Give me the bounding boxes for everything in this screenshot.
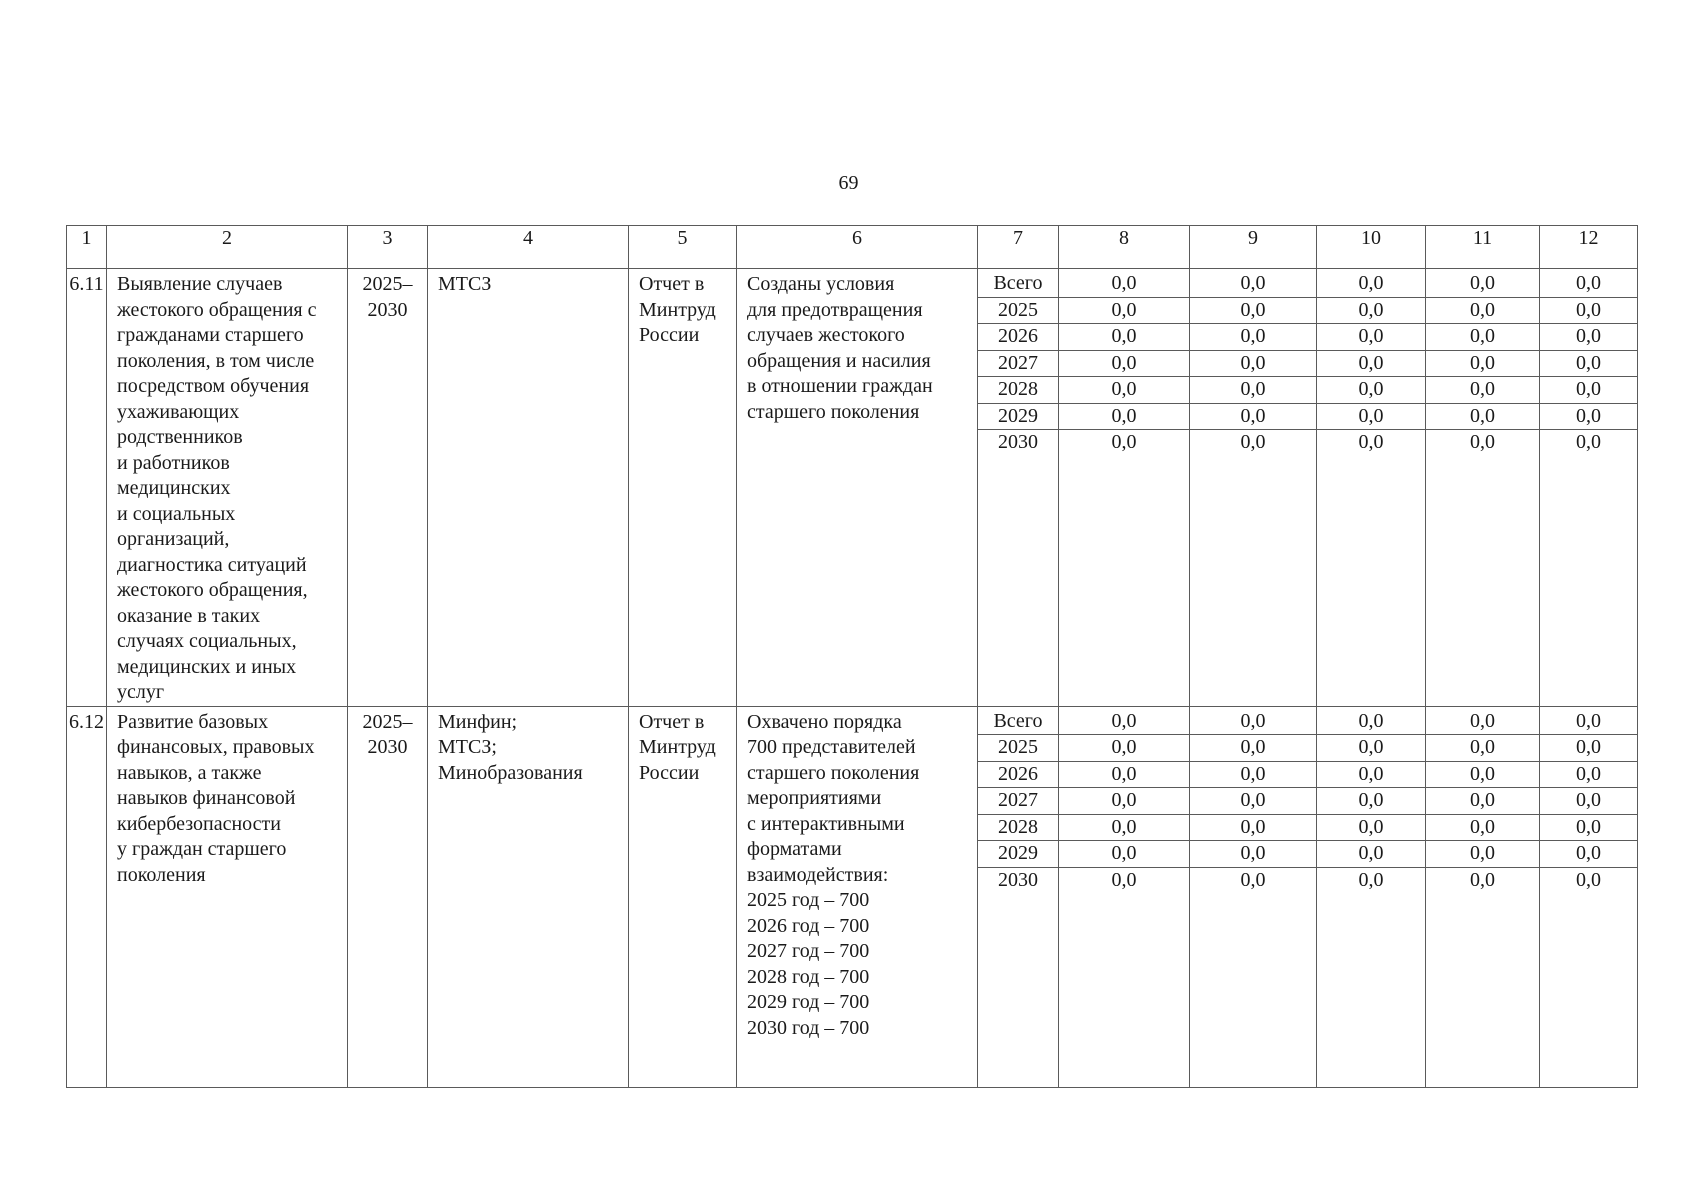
report-line: Отчет в bbox=[639, 273, 705, 295]
report-line: Минтруд bbox=[639, 736, 716, 758]
result-line: старшего поколения bbox=[747, 400, 920, 423]
funding-value: 0,0 bbox=[1059, 377, 1189, 404]
header-cell: 8 bbox=[1059, 226, 1190, 269]
funding-value: 0,0 bbox=[1426, 271, 1539, 298]
funding-value: 0,0 bbox=[1059, 815, 1189, 842]
executors-cell bbox=[428, 706, 629, 1087]
funding-value: 0,0 bbox=[1059, 735, 1189, 762]
funding-value: 0,0 bbox=[1540, 324, 1637, 351]
funding-value: 0,0 bbox=[1317, 351, 1425, 378]
header-cell: 7 bbox=[978, 226, 1059, 269]
description-line: и работников bbox=[117, 451, 230, 474]
funding-value: 0,0 bbox=[1059, 709, 1189, 736]
description-line: Развитие базовых bbox=[117, 710, 269, 733]
description-line: медицинских и иных bbox=[117, 655, 297, 678]
header-row bbox=[67, 226, 1638, 269]
executor-line: МТСЗ bbox=[438, 273, 492, 295]
funding-value: 0,0 bbox=[1540, 788, 1637, 815]
funding-value: 0,0 bbox=[1426, 841, 1539, 868]
row-index: 6.12 bbox=[69, 710, 104, 733]
header-cell: 4 bbox=[428, 226, 629, 269]
report-line: Минтруд bbox=[639, 298, 716, 321]
funding-value: 0,0 bbox=[1059, 404, 1189, 431]
period-cell bbox=[348, 269, 428, 707]
header-cell: 3 bbox=[348, 226, 428, 269]
funding-value: 0,0 bbox=[1317, 271, 1425, 298]
funding-value: 0,0 bbox=[1540, 404, 1637, 431]
description-line: поколения, в том числе bbox=[117, 349, 315, 372]
description-line: у граждан старшего bbox=[117, 838, 287, 860]
col12-cell bbox=[1540, 706, 1638, 1087]
funding-value: 0,0 bbox=[1540, 377, 1637, 404]
funding-value: 0,0 bbox=[1540, 298, 1637, 325]
funding-value: 0,0 bbox=[1540, 271, 1637, 298]
report-cell bbox=[629, 269, 737, 707]
result-line: обращения и насилия bbox=[747, 349, 931, 372]
funding-value: 0,0 bbox=[1190, 735, 1316, 762]
funding-value: 0,0 bbox=[1576, 431, 1601, 453]
description-line: услуг bbox=[117, 681, 165, 703]
funding-value: 0,0 bbox=[1426, 735, 1539, 762]
period-line: 2030 bbox=[367, 298, 408, 321]
result-line: 2028 год – 700 bbox=[747, 965, 870, 988]
header-cell: 10 bbox=[1317, 226, 1426, 269]
funding-value: 0,0 bbox=[1576, 868, 1601, 891]
year-label: 2027 bbox=[978, 788, 1058, 815]
description-line: ухаживающих bbox=[117, 400, 240, 423]
description-line: диагностика ситуаций bbox=[117, 553, 307, 576]
row-index: 6.11 bbox=[69, 273, 104, 295]
year-label: 2026 bbox=[978, 324, 1058, 351]
funding-value: 0,0 bbox=[1190, 351, 1316, 378]
funding-value: 0,0 bbox=[1190, 324, 1316, 351]
funding-value: 0,0 bbox=[1317, 762, 1425, 789]
period-line: 2030 bbox=[367, 736, 408, 758]
description-cell bbox=[107, 706, 348, 1087]
year-label: Всего bbox=[978, 271, 1058, 298]
funding-value: 0,0 bbox=[1190, 815, 1316, 842]
funding-value: 0,0 bbox=[1317, 377, 1425, 404]
col9-cell bbox=[1190, 706, 1317, 1087]
funding-value: 0,0 bbox=[1317, 735, 1425, 762]
funding-value: 0,0 bbox=[1059, 324, 1189, 351]
years-cell bbox=[978, 706, 1059, 1087]
year-label: 2030 bbox=[998, 431, 1038, 453]
year-label: 2030 bbox=[998, 868, 1038, 891]
year-label: 2028 bbox=[978, 377, 1058, 404]
funding-value: 0,0 bbox=[1426, 377, 1539, 404]
description-line: случаях социальных, bbox=[117, 630, 297, 652]
funding-value: 0,0 bbox=[1317, 841, 1425, 868]
description-line: гражданами старшего bbox=[117, 324, 304, 346]
description-line: и социальных bbox=[117, 502, 236, 525]
result-line: в отношении граждан bbox=[747, 375, 933, 397]
result-cell bbox=[737, 269, 978, 707]
report-cell bbox=[629, 706, 737, 1087]
year-label: 2029 bbox=[978, 404, 1058, 431]
row-index-cell bbox=[67, 269, 107, 707]
funding-value: 0,0 bbox=[1059, 788, 1189, 815]
funding-value: 0,0 bbox=[1540, 735, 1637, 762]
funding-value: 0,0 bbox=[1059, 762, 1189, 789]
col8-cell bbox=[1059, 706, 1190, 1087]
description-line: поколения bbox=[117, 863, 206, 886]
result-cell bbox=[737, 706, 978, 1087]
description-line: медицинских bbox=[117, 477, 231, 499]
description-line: жестокого обращения с bbox=[117, 298, 317, 321]
col9-cell bbox=[1190, 269, 1317, 707]
header-cell: 6 bbox=[737, 226, 978, 269]
funding-value: 0,0 bbox=[1059, 841, 1189, 868]
result-line: старшего поколения bbox=[747, 761, 920, 784]
funding-value: 0,0 bbox=[1240, 431, 1266, 453]
funding-value: 0,0 bbox=[1190, 298, 1316, 325]
result-line: Созданы условия bbox=[747, 273, 895, 295]
result-line: 700 представителей bbox=[747, 736, 916, 758]
activities-table bbox=[66, 225, 1638, 1088]
description-line: родственников bbox=[117, 426, 243, 448]
funding-value: 0,0 bbox=[1358, 868, 1384, 891]
year-label: 2027 bbox=[978, 351, 1058, 378]
funding-value: 0,0 bbox=[1317, 324, 1425, 351]
col10-cell bbox=[1317, 706, 1426, 1087]
funding-value: 0,0 bbox=[1190, 404, 1316, 431]
description-line: кибербезопасности bbox=[117, 812, 282, 835]
funding-value: 0,0 bbox=[1190, 788, 1316, 815]
result-line: 2026 год – 700 bbox=[747, 914, 870, 937]
table-row bbox=[67, 269, 1638, 707]
funding-value: 0,0 bbox=[1426, 404, 1539, 431]
funding-value: 0,0 bbox=[1540, 841, 1637, 868]
result-line: случаев жестокого bbox=[747, 324, 905, 346]
header-cell: 11 bbox=[1426, 226, 1540, 269]
executors-cell bbox=[428, 269, 629, 707]
result-line: 2027 год – 700 bbox=[747, 940, 870, 962]
col10-cell bbox=[1317, 269, 1426, 707]
funding-value: 0,0 bbox=[1540, 762, 1637, 789]
year-label: 2029 bbox=[978, 841, 1058, 868]
funding-value: 0,0 bbox=[1426, 351, 1539, 378]
description-line: жестокого обращения, bbox=[117, 579, 308, 601]
period-line: 2025– bbox=[362, 273, 413, 295]
funding-value: 0,0 bbox=[1358, 431, 1384, 453]
report-line: России bbox=[639, 761, 700, 784]
result-line: форматами bbox=[747, 838, 842, 860]
executor-line: МТСЗ; bbox=[438, 736, 497, 758]
report-line: Отчет в bbox=[639, 710, 705, 733]
funding-value: 0,0 bbox=[1540, 351, 1637, 378]
funding-value: 0,0 bbox=[1059, 298, 1189, 325]
col11-cell bbox=[1426, 706, 1540, 1087]
result-line: 2029 год – 700 bbox=[747, 991, 870, 1013]
page-number: 69 bbox=[838, 172, 859, 194]
year-label: 2028 bbox=[978, 815, 1058, 842]
header-cell: 5 bbox=[629, 226, 737, 269]
description-line: оказание в таких bbox=[117, 604, 261, 627]
description-cell bbox=[107, 269, 348, 707]
description-line: организаций, bbox=[117, 528, 230, 550]
funding-value: 0,0 bbox=[1317, 815, 1425, 842]
year-label: 2025 bbox=[978, 735, 1058, 762]
funding-value: 0,0 bbox=[1470, 431, 1495, 453]
row-index-cell bbox=[67, 706, 107, 1087]
funding-value: 0,0 bbox=[1059, 271, 1189, 298]
description-line: посредством обучения bbox=[117, 375, 310, 397]
funding-value: 0,0 bbox=[1426, 709, 1539, 736]
funding-value: 0,0 bbox=[1240, 868, 1266, 891]
year-label: Всего bbox=[978, 709, 1058, 736]
funding-value: 0,0 bbox=[1426, 815, 1539, 842]
col11-cell bbox=[1426, 269, 1540, 707]
header-cell: 1 bbox=[67, 226, 107, 269]
result-line: 2030 год – 700 bbox=[747, 1016, 870, 1039]
funding-value: 0,0 bbox=[1317, 709, 1425, 736]
years-cell bbox=[978, 269, 1059, 707]
col12-cell bbox=[1540, 269, 1638, 707]
description-line: Выявление случаев bbox=[117, 273, 283, 295]
result-line: 2025 год – 700 bbox=[747, 889, 870, 911]
funding-value: 0,0 bbox=[1317, 788, 1425, 815]
year-label: 2026 bbox=[978, 762, 1058, 789]
period-line: 2025– bbox=[362, 710, 413, 733]
funding-value: 0,0 bbox=[1059, 351, 1189, 378]
result-line: для предотвращения bbox=[747, 298, 923, 321]
funding-value: 0,0 bbox=[1317, 298, 1425, 325]
result-line: Охвачено порядка bbox=[747, 710, 902, 733]
funding-value: 0,0 bbox=[1190, 841, 1316, 868]
period-cell bbox=[348, 706, 428, 1087]
result-line: взаимодействия: bbox=[747, 863, 889, 886]
funding-value: 0,0 bbox=[1426, 762, 1539, 789]
result-line: с интерактивными bbox=[747, 812, 905, 835]
executor-line: Минфин; bbox=[438, 710, 518, 733]
header-cell: 9 bbox=[1190, 226, 1317, 269]
funding-value: 0,0 bbox=[1426, 324, 1539, 351]
funding-value: 0,0 bbox=[1426, 298, 1539, 325]
executor-line: Минобразования bbox=[438, 761, 583, 784]
report-line: России bbox=[639, 324, 700, 346]
funding-value: 0,0 bbox=[1111, 868, 1137, 891]
funding-value: 0,0 bbox=[1540, 709, 1637, 736]
funding-value: 0,0 bbox=[1190, 377, 1316, 404]
header-cell: 12 bbox=[1540, 226, 1638, 269]
col8-cell bbox=[1059, 269, 1190, 707]
funding-value: 0,0 bbox=[1190, 762, 1316, 789]
description-line: навыков финансовой bbox=[117, 787, 296, 809]
funding-value: 0,0 bbox=[1190, 271, 1316, 298]
funding-value: 0,0 bbox=[1111, 431, 1137, 453]
funding-value: 0,0 bbox=[1317, 404, 1425, 431]
funding-value: 0,0 bbox=[1426, 788, 1539, 815]
funding-value: 0,0 bbox=[1470, 868, 1495, 891]
year-label: 2025 bbox=[978, 298, 1058, 325]
table-row bbox=[67, 706, 1638, 1087]
funding-value: 0,0 bbox=[1540, 815, 1637, 842]
description-line: финансовых, правовых bbox=[117, 736, 315, 758]
result-line: мероприятиями bbox=[747, 787, 882, 809]
header-cell: 2 bbox=[107, 226, 348, 269]
funding-value: 0,0 bbox=[1190, 709, 1316, 736]
description-line: навыков, а также bbox=[117, 761, 262, 784]
